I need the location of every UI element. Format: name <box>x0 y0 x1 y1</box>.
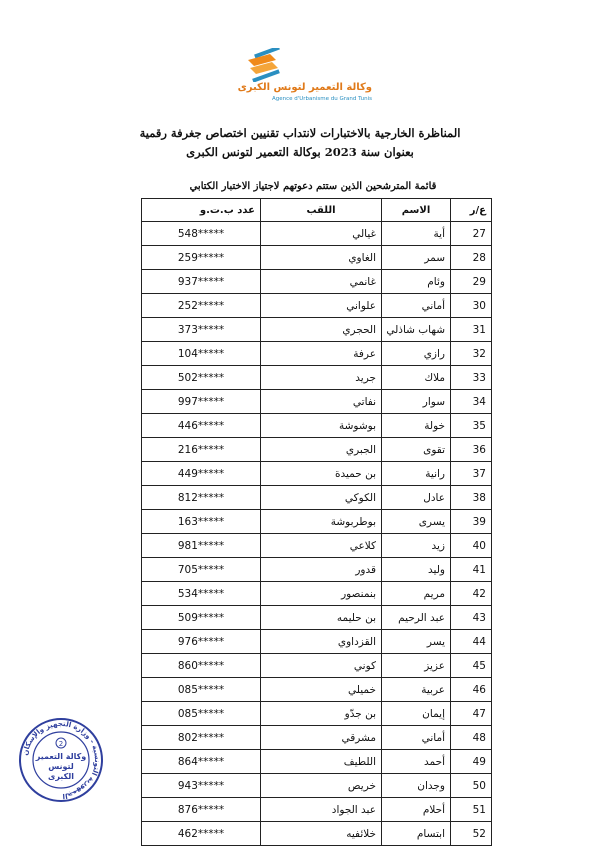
table-row <box>142 558 492 582</box>
row-id-number: 373***** <box>142 318 261 342</box>
row-number: 44 <box>451 630 492 654</box>
row-id-number: 449***** <box>142 462 261 486</box>
row-last-name: خريص <box>261 774 382 798</box>
row-last-name: بنمنصور <box>261 582 382 606</box>
stamp-line1: وكالة التعمير <box>35 752 87 761</box>
row-id-number: 937***** <box>142 270 261 294</box>
row-last-name: عبد الجواد <box>261 798 382 822</box>
row-first-name: سوار <box>382 390 451 414</box>
row-first-name: رازي <box>382 342 451 366</box>
table-row <box>142 750 492 774</box>
table-row <box>142 774 492 798</box>
row-first-name: خولة <box>382 414 451 438</box>
row-first-name: أحلام <box>382 798 451 822</box>
row-first-name: عزيز <box>382 654 451 678</box>
row-last-name: جريد <box>261 366 382 390</box>
row-id-number: 802***** <box>142 726 261 750</box>
agency-logo-icon <box>240 48 290 82</box>
row-id-number: 812***** <box>142 486 261 510</box>
table-row <box>142 726 492 750</box>
row-last-name: بن جدّو <box>261 702 382 726</box>
row-last-name: الجبري <box>261 438 382 462</box>
row-number: 43 <box>451 606 492 630</box>
row-last-name: نفاتي <box>261 390 382 414</box>
row-first-name: رانية <box>382 462 451 486</box>
row-number: 50 <box>451 774 492 798</box>
row-id-number: 259***** <box>142 246 261 270</box>
row-number: 32 <box>451 342 492 366</box>
row-id-number: 502***** <box>142 366 261 390</box>
row-id-number: 509***** <box>142 606 261 630</box>
row-number: 33 <box>451 366 492 390</box>
row-number: 35 <box>451 414 492 438</box>
row-number: 29 <box>451 270 492 294</box>
row-first-name: عادل <box>382 486 451 510</box>
row-last-name: بوشوشة <box>261 414 382 438</box>
row-first-name: إيمان <box>382 702 451 726</box>
header-last-name: اللقب <box>261 199 382 222</box>
row-first-name: ملاك <box>382 366 451 390</box>
row-number: 45 <box>451 654 492 678</box>
row-last-name: عرفة <box>261 342 382 366</box>
official-stamp <box>18 717 104 803</box>
table-row <box>142 462 492 486</box>
row-last-name: علواني <box>261 294 382 318</box>
row-last-name: غانمي <box>261 270 382 294</box>
table-row <box>142 222 492 246</box>
table-row <box>142 798 492 822</box>
row-number: 40 <box>451 534 492 558</box>
table-header-row <box>142 199 492 222</box>
row-number: 49 <box>451 750 492 774</box>
table-row <box>142 390 492 414</box>
document-title-line1: المناظرة الخارجية بالاختبارات لانتداب تقنيين اختصاص جغرفة رقمية <box>139 126 461 140</box>
row-last-name: الكوكي <box>261 486 382 510</box>
row-number: 34 <box>451 390 492 414</box>
row-first-name: أية <box>382 222 451 246</box>
row-id-number: 462***** <box>142 822 261 846</box>
row-first-name: أحمد <box>382 750 451 774</box>
row-last-name: بوطربوشة <box>261 510 382 534</box>
table-row <box>142 702 492 726</box>
row-id-number: 943***** <box>142 774 261 798</box>
table-row <box>142 438 492 462</box>
row-id-number: 860***** <box>142 654 261 678</box>
stamp-line3: الكبرى <box>48 772 74 781</box>
row-number: 38 <box>451 486 492 510</box>
table-row <box>142 246 492 270</box>
row-id-number: 876***** <box>142 798 261 822</box>
header-number: ع/ر <box>451 199 492 222</box>
row-id-number: 705***** <box>142 558 261 582</box>
row-id-number: 216***** <box>142 438 261 462</box>
table-row <box>142 318 492 342</box>
table-row <box>142 366 492 390</box>
row-last-name: قدور <box>261 558 382 582</box>
row-id-number: 252***** <box>142 294 261 318</box>
row-first-name: أماني <box>382 726 451 750</box>
table-row <box>142 270 492 294</box>
row-number: 31 <box>451 318 492 342</box>
table-row <box>142 606 492 630</box>
row-first-name: عربية <box>382 678 451 702</box>
row-last-name: مشرقي <box>261 726 382 750</box>
row-first-name: ابتسام <box>382 822 451 846</box>
row-number: 52 <box>451 822 492 846</box>
row-last-name: القزداوي <box>261 630 382 654</box>
row-last-name: بن حميدة <box>261 462 382 486</box>
row-number: 30 <box>451 294 492 318</box>
row-number: 39 <box>451 510 492 534</box>
row-last-name: كوني <box>261 654 382 678</box>
row-first-name: يسرى <box>382 510 451 534</box>
row-number: 27 <box>451 222 492 246</box>
candidates-table <box>141 198 492 846</box>
row-id-number: 163***** <box>142 510 261 534</box>
row-first-name: شهاب شاذلي <box>382 318 451 342</box>
row-number: 42 <box>451 582 492 606</box>
row-first-name: أماني <box>382 294 451 318</box>
row-id-number: 534***** <box>142 582 261 606</box>
row-id-number: 976***** <box>142 630 261 654</box>
row-id-number: 446***** <box>142 414 261 438</box>
stamp-line2: لتونس <box>48 762 74 771</box>
row-last-name: الحجري <box>261 318 382 342</box>
row-number: 46 <box>451 678 492 702</box>
list-subtitle: قائمة المترشحين الذين ستتم دعوتهم لاجتياز الاختبار الكتابي <box>189 181 437 192</box>
agency-logo <box>232 48 372 118</box>
row-first-name: مريم <box>382 582 451 606</box>
row-number: 28 <box>451 246 492 270</box>
row-id-number: 085***** <box>142 678 261 702</box>
logo-name-arabic: وكالة التعمير لتونس الكبرى <box>237 82 372 93</box>
row-id-number: 997***** <box>142 390 261 414</box>
row-last-name: اللطيف <box>261 750 382 774</box>
row-first-name: عبد الرحيم <box>382 606 451 630</box>
row-id-number: 981***** <box>142 534 261 558</box>
row-first-name: وئام <box>382 270 451 294</box>
table-row <box>142 654 492 678</box>
table-row <box>142 582 492 606</box>
row-last-name: خلائفيه <box>261 822 382 846</box>
header-first-name: الاسم <box>382 199 451 222</box>
row-last-name: الغاوي <box>261 246 382 270</box>
row-last-name: بن حليمه <box>261 606 382 630</box>
row-id-number: 864***** <box>142 750 261 774</box>
row-number: 47 <box>451 702 492 726</box>
table-row <box>142 534 492 558</box>
row-number: 36 <box>451 438 492 462</box>
table-row <box>142 630 492 654</box>
row-first-name: وجدان <box>382 774 451 798</box>
row-first-name: سمر <box>382 246 451 270</box>
table-row <box>142 486 492 510</box>
row-first-name: وليد <box>382 558 451 582</box>
stamp-number: 2 <box>58 740 64 748</box>
row-number: 48 <box>451 726 492 750</box>
row-id-number: 104***** <box>142 342 261 366</box>
table-row <box>142 822 492 846</box>
row-first-name: تقوى <box>382 438 451 462</box>
table-row <box>142 414 492 438</box>
logo-name-french: Agence d'Urbanisme du Grand Tunis <box>271 96 372 102</box>
row-first-name: يسر <box>382 630 451 654</box>
table-row <box>142 510 492 534</box>
row-id-number: 085***** <box>142 702 261 726</box>
row-last-name: غيالي <box>261 222 382 246</box>
row-number: 51 <box>451 798 492 822</box>
row-last-name: خميلي <box>261 678 382 702</box>
row-last-name: كلاعي <box>261 534 382 558</box>
row-id-number: 548***** <box>142 222 261 246</box>
table-row <box>142 678 492 702</box>
row-first-name: زيد <box>382 534 451 558</box>
stamp-ring-text: الجمهورية التونسية - وزارة التجهيز والإسكان <box>21 719 102 800</box>
header-id-number: عدد ب.ت.و <box>142 199 261 222</box>
document-title-line2: بعنوان سنة 2023 بوكالة التعمير لتونس الكبرى <box>186 145 414 159</box>
table-row <box>142 342 492 366</box>
row-number: 41 <box>451 558 492 582</box>
row-number: 37 <box>451 462 492 486</box>
table-row <box>142 294 492 318</box>
